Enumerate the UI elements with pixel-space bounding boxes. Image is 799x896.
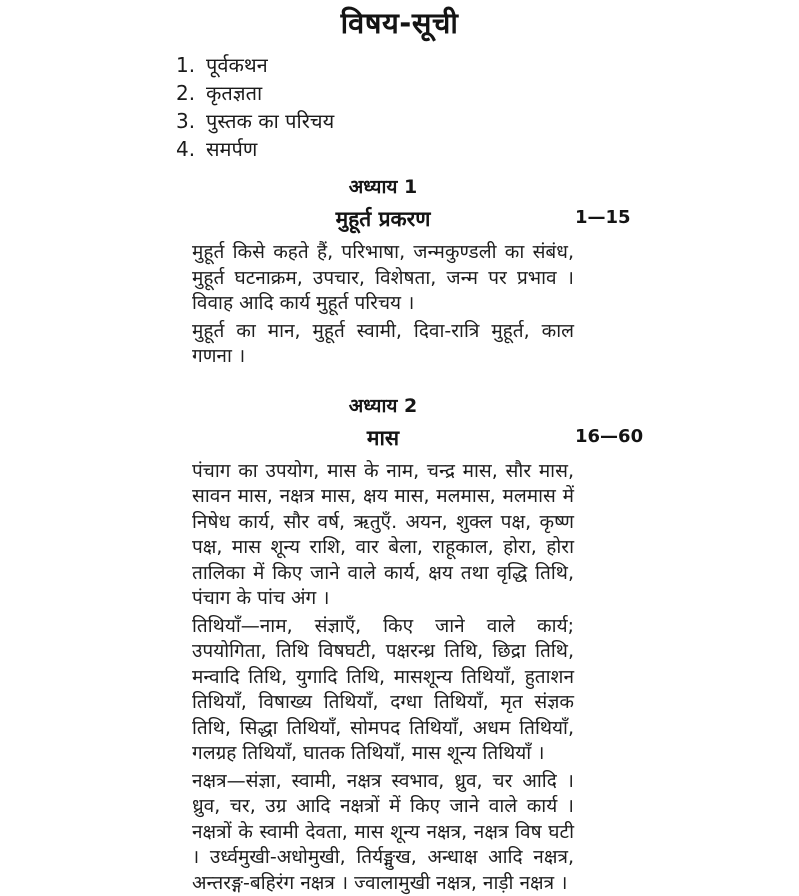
item-label: समर्पण: [206, 135, 799, 163]
chapter-paragraph: नक्षत्र—संज्ञा, स्वामी, नक्षत्र स्वभाव, ध्रुव, चर आदि । ध्रुव, चर, उग्र आदि नक्षत्रों में किए जाने वाले कार्य । नक्षत्रों के स्वामी देवता, मास शून्य नक्षत्र, नक्षत्र विष घटी । उर्ध्वमुखी-अधोमुखी, तिर्यङ्मुख, अन्धाक्ष आदि नक्षत्र, अन्तरङ्ग-बहिरंग नक्षत्र । ज्वालामुखी नक्षत्र, नाड़ी नक्षत्र ।: [192, 769, 574, 896]
chapter-page-range: 1—15: [575, 207, 667, 228]
front-matter-list: [176, 51, 799, 163]
chapter-paragraph: तिथियाँ—नाम, संज्ञाएँ, किए जाने वाले कार्य; उपयोगिता, तिथि विषघटी, पक्षरन्ध्र तिथि, छिद्रा तिथि, मन्वादि तिथि, युगादि तिथि, मासशून्य तिथियाँ, हुताशन तिथियाँ, विषाख्य तिथियाँ, दग्धा तिथियाँ, मृत संज्ञक तिथि, सिद्धा तिथियाँ, सोमपद तिथियाँ, अधम तिथियाँ, गलग्रह तिथियाँ, घातक तिथियाँ, मास शून्य तिथियाँ ।: [192, 614, 574, 767]
chapter-label: अध्याय 2: [192, 392, 574, 418]
item-label: कृतज्ञता: [206, 79, 799, 107]
chapter-section-1: [192, 173, 574, 370]
item-number: 1.: [176, 51, 206, 79]
page-title: विषय-सूची: [0, 0, 799, 42]
chapter-title: मुहूर्त प्रकरण: [192, 205, 574, 233]
item-number: 4.: [176, 135, 206, 163]
list-item: [176, 51, 799, 79]
chapter-paragraph: मुहूर्त किसे कहते हैं, परिभाषा, जन्मकुण्डली का संबंध, मुहूर्त घटनाक्रम, उपचार, विशेषता, जन्म पर प्रभाव । विवाह आदि कार्य मुहूर्त परिचय ।: [192, 240, 574, 317]
chapter-paragraph: पंचाग का उपयोग, मास के नाम, चन्द्र मास, सौर मास, सावन मास, नक्षत्र मास, क्षय मास, मलमास, मलमास में निषेध कार्य, सौर वर्ष, ऋतुएँ. अयन, शुक्ल पक्ष, कृष्ण पक्ष, मास शून्य राशि, वार बेला, राहूकाल, होरा, होरा तालिका में किए जाने वाले कार्य, क्षय तथा वृद्धि तिथि, पंचाग के पांच अंग ।: [192, 459, 574, 612]
chapter-title: मास: [192, 424, 574, 452]
chapter-page-range: 16—60: [575, 426, 667, 447]
item-label: पुस्तक का परिचय: [206, 107, 799, 135]
chapter-paragraph: मुहूर्त का मान, मुहूर्त स्वामी, दिवा-रात्रि मुहूर्त, काल गणना ।: [192, 319, 574, 370]
chapter-section-2: [192, 392, 574, 896]
list-item: [176, 79, 799, 107]
item-number: 2.: [176, 79, 206, 107]
item-number: 3.: [176, 107, 206, 135]
list-item: [176, 107, 799, 135]
chapter-label: अध्याय 1: [192, 173, 574, 199]
chapter-title-row: [192, 205, 574, 233]
item-label: पूर्वकथन: [206, 51, 799, 79]
list-item: [176, 135, 799, 163]
chapter-title-row: [192, 424, 574, 452]
